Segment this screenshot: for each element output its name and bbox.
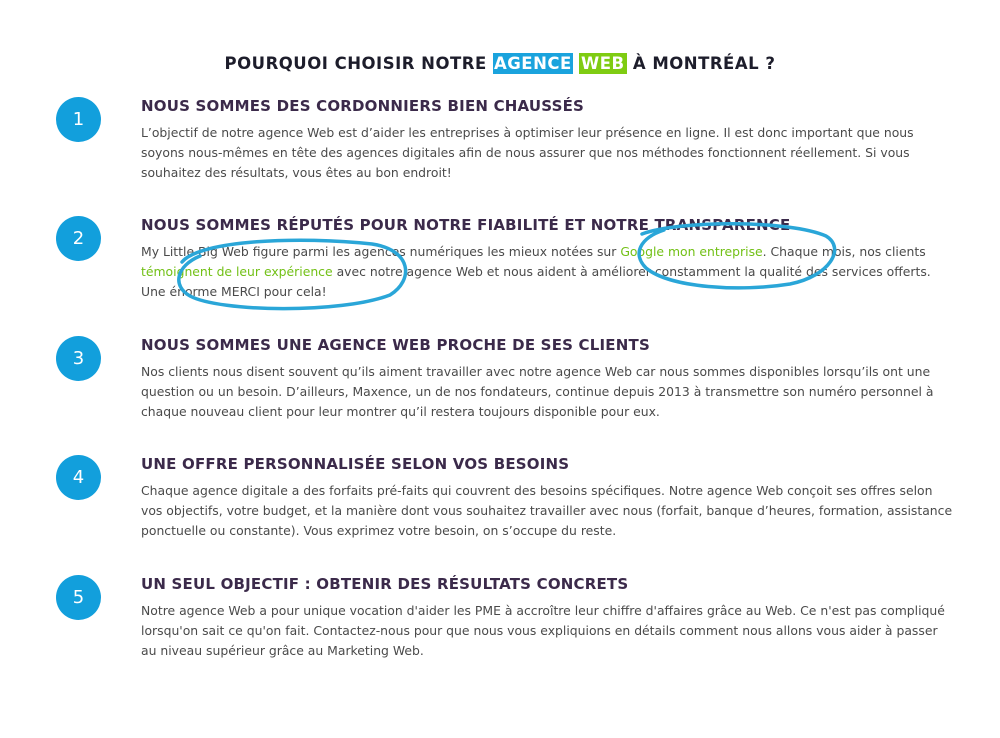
feature-text-segment: . Chaque mois, nos clients [762,244,926,259]
feature-title: UNE OFFRE PERSONNALISÉE SELON VOS BESOINS [141,455,570,473]
feature-number-badge: 5 [56,575,101,620]
feature-description [141,242,956,302]
feature-description: Chaque agence digitale a des forfaits pré-faits qui couvrent des besoins spécifiques. Notre agence Web conçoit ses offres selon vos objectifs, votre budget, et la manière dont vous souhaitez travailler avec nous (forfait, banque d’heures, formation, assistance ponctuelle ou constante). Vous exprimez votre besoin, on s’occupe du reste. [141,483,953,538]
feature-number-badge: 4 [56,455,101,500]
page-title-highlight-agence: AGENCE [493,53,572,73]
feature-number-badge: 1 [56,97,101,142]
feature-title: NOUS SOMMES UNE AGENCE WEB PROCHE DE SES CLIENTS [141,336,650,354]
feature-description: L’objectif de notre agence Web est d’aider les entreprises à optimiser leur présence en ligne. Il est donc important que nous soyons nous-mêmes en tête des agences digitales afin de nous assurer que nos méthodes fonctionnent réellement. Si vous souhaitez des résultats, vous êtes au bon endroit! [141,125,914,180]
feature-description: Nos clients nous disent souvent qu’ils aiment travailler avec notre agence Web car nous sommes disponibles lorsqu’ils ont une question ou un besoin. D’ailleurs, Maxence, un de nos fondateurs, continue depuis 2013 à transmettre son numéro personnel à chaque nouveau client pour leur montrer qu’il restera toujours disponible pour eux. [141,364,934,419]
page-title-prefix: POURQUOI CHOISIR NOTRE [224,53,487,73]
feature-title: UN SEUL OBJECTIF : OBTENIR DES RÉSULTATS CONCRETS [141,575,629,593]
page-title-suffix: À MONTRÉAL ? [632,53,776,73]
feature-number-badge: 3 [56,336,101,381]
feature-number-badge: 2 [56,216,101,261]
page-title [0,54,1000,73]
page-title-highlight-web: WEB [581,53,625,73]
feature-title: NOUS SOMMES DES CORDONNIERS BIEN CHAUSSÉS [141,97,585,115]
feature-description: Notre agence Web a pour unique vocation d'aider les PME à accroître leur chiffre d'affaires grâce au Web. Ce n'est pas compliqué lorsqu'on sait ce qu'on fait. Contactez-nous pour que nous vous expliquions en détails comment nous allons vous aider à passer au niveau supérieur grâce au Marketing Web. [141,603,945,658]
google-my-business-link[interactable]: Google mon entreprise [620,244,763,259]
feature-title: NOUS SOMMES RÉPUTÉS POUR NOTRE FIABILITÉ ET NOTRE TRANSPARENCE [141,216,791,234]
testimonials-link[interactable]: témoignent de leur expérience [141,264,333,279]
feature-text-segment: My Little Big Web figure parmi les agences numériques les mieux notées sur [141,244,621,259]
feature-text-segment: avec notre agence Web et nous aident à améliorer constamment la qualité des services offerts. Une énorme MERCI pour cela! [141,264,931,299]
